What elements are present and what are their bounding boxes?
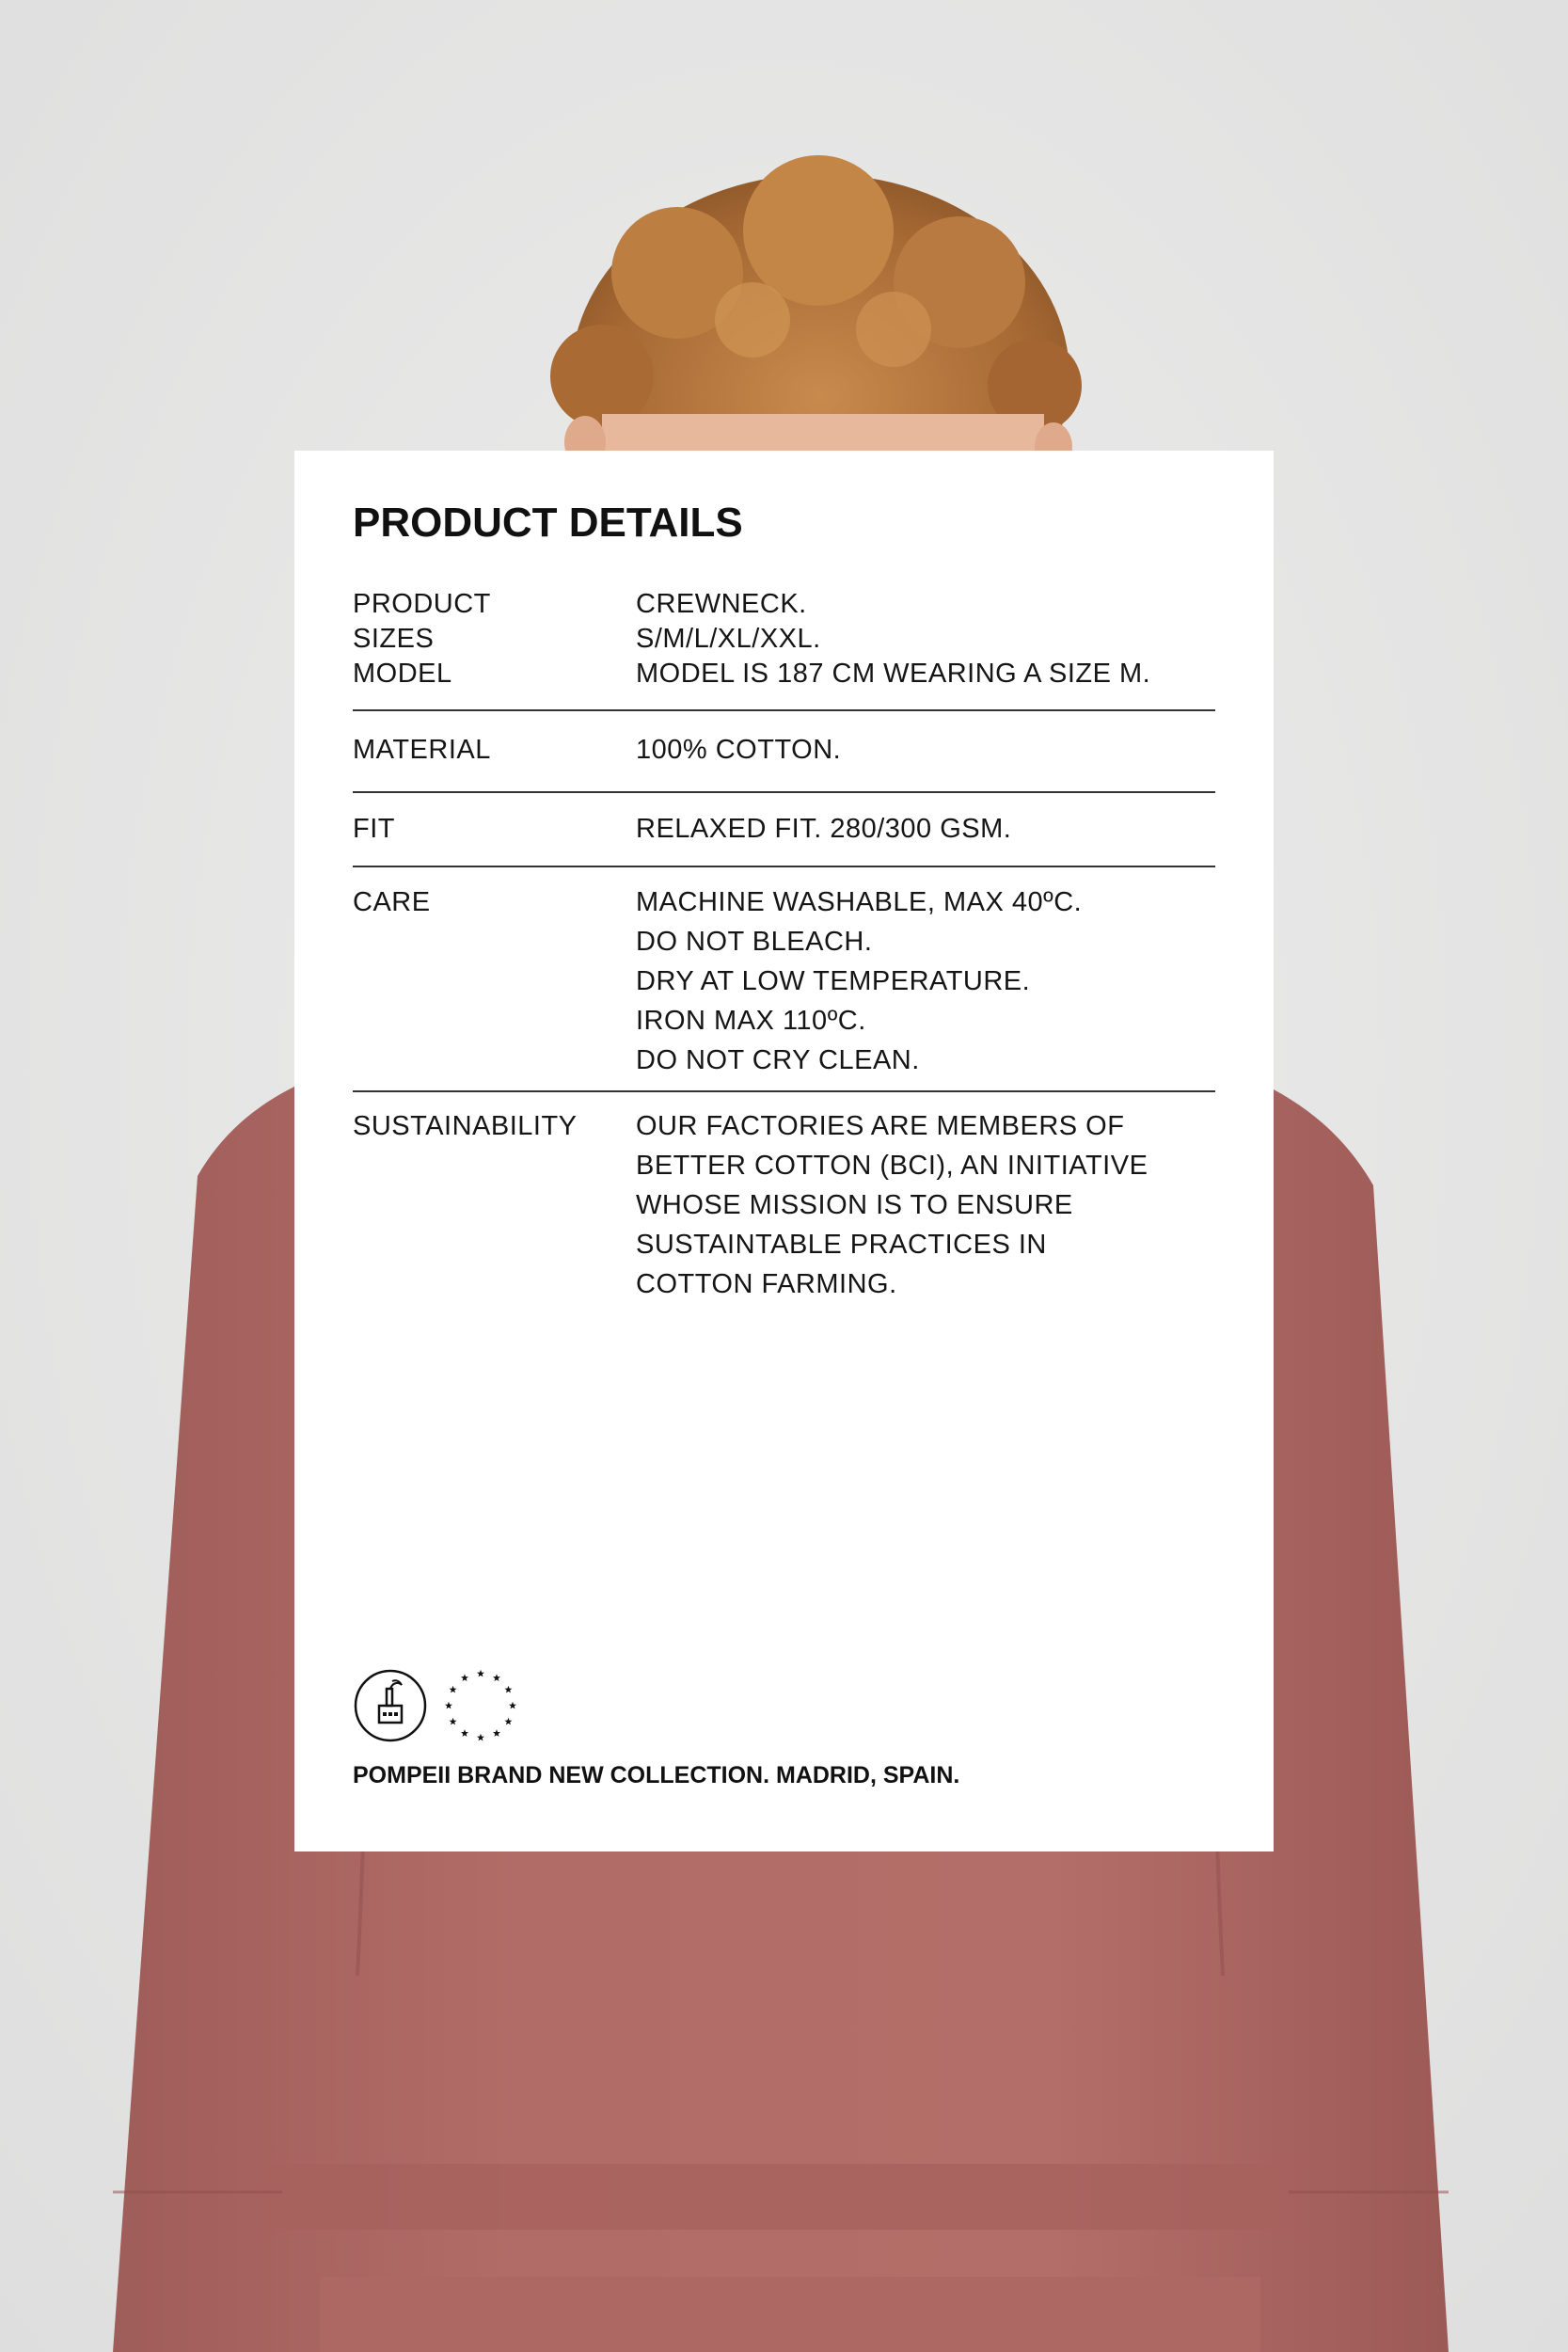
details-row-fit (353, 814, 1215, 851)
star-icon (477, 1670, 484, 1677)
label-product: PRODUCT (353, 589, 491, 619)
details-row-material (353, 735, 1215, 772)
footer-caption: POMPEII BRAND NEW COLLECTION. MADRID, SPAIN. (353, 1762, 960, 1788)
value-sizes: S/M/L/XL/XXL. (636, 624, 821, 654)
star-icon (504, 1686, 512, 1693)
divider (353, 866, 1215, 867)
eu-stars-icon (441, 1666, 520, 1745)
star-icon (509, 1702, 516, 1709)
star-icon (504, 1718, 512, 1725)
sustainability-line: COTTON FARMING. (636, 1269, 897, 1299)
sustainability-line: BETTER COTTON (BCI), AN INITIATIVE (636, 1151, 1148, 1181)
details-row-sustainability (353, 1111, 1215, 1318)
care-line: DRY AT LOW TEMPERATURE. (636, 966, 1031, 996)
star-icon (461, 1729, 468, 1737)
care-line: MACHINE WASHABLE, MAX 40ºC. (636, 887, 1083, 917)
star-icon (445, 1702, 452, 1709)
card-footer (353, 1668, 1215, 1800)
details-group-general (353, 589, 1215, 702)
label-material: MATERIAL (353, 735, 491, 765)
care-line: DO NOT BLEACH. (636, 927, 873, 957)
label-care: CARE (353, 887, 431, 917)
star-icon (493, 1674, 500, 1681)
details-row-care (353, 887, 1215, 1075)
sustainability-line: WHOSE MISSION IS TO ENSURE (636, 1190, 1073, 1220)
factory-icon (353, 1668, 428, 1743)
label-sustainability: SUSTAINABILITY (353, 1111, 578, 1141)
care-line: DO NOT CRY CLEAN. (636, 1045, 920, 1075)
label-model: MODEL (353, 659, 452, 689)
label-sizes: SIZES (353, 624, 435, 654)
star-icon (450, 1718, 457, 1725)
star-icon (450, 1686, 457, 1693)
star-icon (477, 1734, 484, 1741)
sustainability-line: OUR FACTORIES ARE MEMBERS OF (636, 1111, 1125, 1141)
star-icon (493, 1729, 500, 1737)
value-fit: RELAXED FIT. 280/300 GSM. (636, 814, 1012, 844)
care-line: IRON MAX 110ºC. (636, 1006, 866, 1036)
card-title: PRODUCT DETAILS (353, 500, 743, 546)
label-fit: FIT (353, 814, 395, 844)
value-material: 100% COTTON. (636, 735, 842, 765)
sustainability-line: SUSTAINTABLE PRACTICES IN (636, 1230, 1047, 1260)
star-icon (461, 1674, 468, 1681)
divider (353, 709, 1215, 711)
divider (353, 1090, 1215, 1092)
product-details-card (294, 451, 1274, 1851)
value-product: CREWNECK. (636, 589, 807, 619)
value-model: MODEL IS 187 CM WEARING A SIZE M. (636, 659, 1151, 689)
divider (353, 791, 1215, 793)
